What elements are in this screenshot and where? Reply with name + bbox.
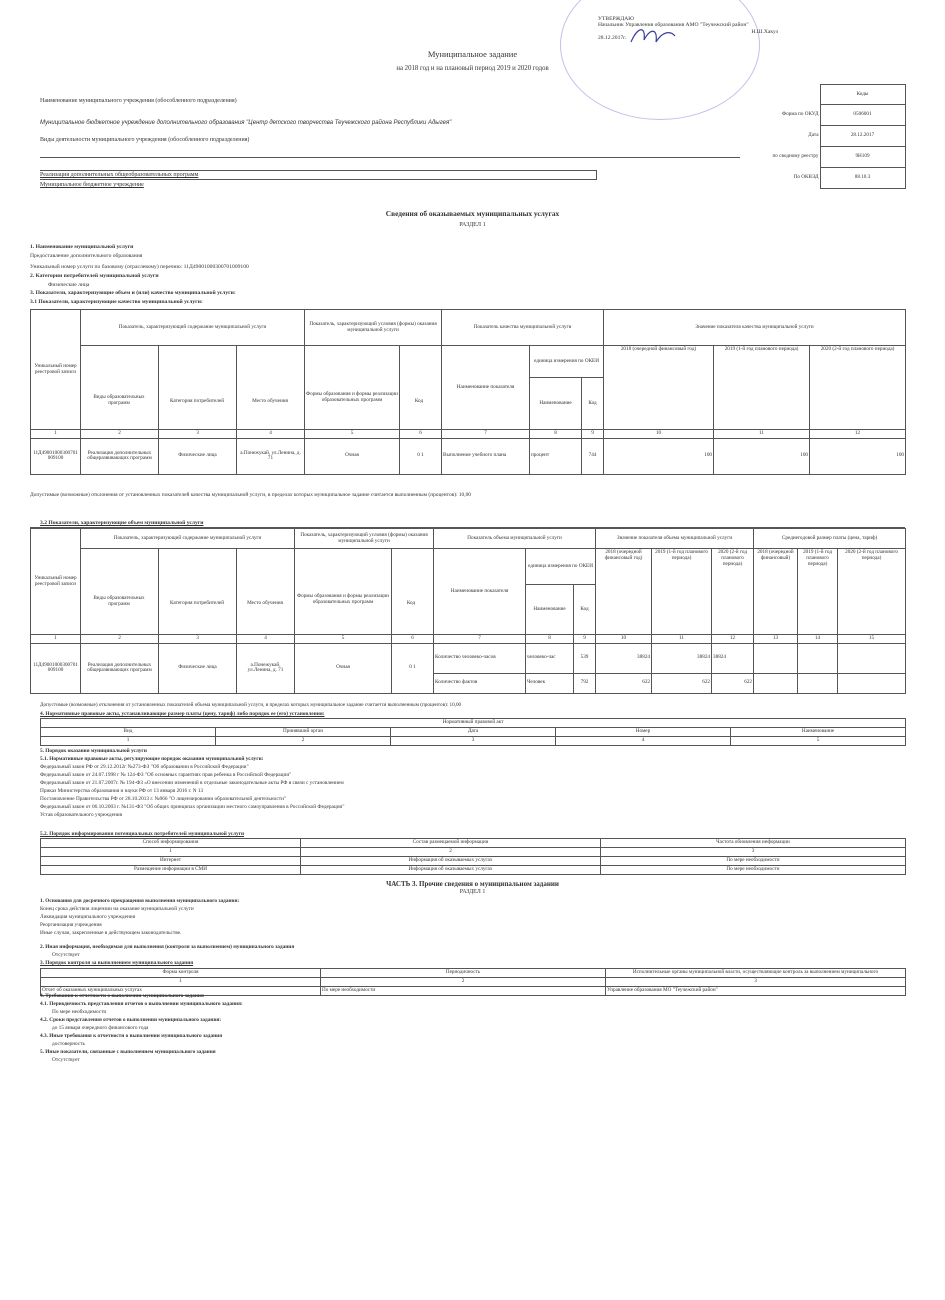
col-number: 10: [604, 430, 714, 439]
cell-place: а.Понежукай, ул.Ленина, д. 71: [237, 438, 305, 474]
part-title: Сведения об оказываемых муниципальных услугах: [385, 209, 560, 218]
th-year-2020: 2020 (2-й год планового периода): [810, 346, 906, 430]
reporting-period-value: По мере необходимости: [52, 1008, 107, 1015]
termination-reason: Реорганизация учреждения: [40, 921, 102, 928]
cell-form: Очная: [295, 643, 392, 693]
th-category: Категория потребителей: [170, 600, 224, 606]
col-number: 5: [295, 635, 392, 644]
inform-frequency: По мере необходимости: [601, 856, 906, 865]
volume-table: [30, 528, 906, 635]
control-col: Периодичность: [321, 969, 606, 978]
cell-unit-code: 539: [574, 643, 596, 673]
legal-acts-caption: 4. Нормативные правовые акты, устанавливающие размер платы (цену, тариф) либо порядок ее (его) установления:: [40, 711, 325, 717]
institution-label: Наименование муниципального учреждения (обособленного подразделения): [40, 98, 237, 104]
document-title: Муниципальное задание: [427, 49, 518, 59]
th-unit: единица измерения по ОКЕИ: [526, 549, 596, 585]
code-value: 0506001: [820, 105, 905, 126]
th-programs: Виды образовательных программ: [93, 394, 145, 406]
inform-content: Информация об оказываемых услугах: [301, 856, 601, 865]
consumers-value: Физические лица: [48, 281, 90, 288]
institution-name: Муниципальное бюджетное учреждение дополнительного образования "Центр детского творчества Теучежского района Республики Адыгея": [40, 120, 452, 126]
cell-indicator: Количество человеко-часов: [434, 643, 526, 673]
col-number: 12: [712, 635, 754, 644]
legal-act: Приказ Министерства образования и науки РФ от 13 января 2016 г. N 13: [40, 787, 204, 794]
col-number: 11: [714, 430, 810, 439]
th-form: Формы образования и формы реализации образовательных программ: [306, 391, 398, 403]
other-indicators-caption: 5. Иные показатели, связанные с выполнением муниципального задания: [40, 1048, 216, 1055]
part3-title: ЧАСТЬ 3. Прочие сведения о муниципальном задании: [386, 880, 559, 888]
th-price-2020: 2020 (2-й год планового периода): [838, 549, 906, 635]
col-number: 2: [81, 635, 159, 644]
codes-head: Коды: [820, 85, 905, 105]
th-form-code: Код: [406, 600, 416, 606]
table-row: [31, 438, 906, 474]
th-place: Место обучения: [247, 600, 283, 606]
th-code: Код: [574, 585, 596, 635]
col-number: 12: [810, 430, 906, 439]
approval-name: Н.Ш.Хакуз: [751, 28, 778, 35]
order-caption: 5. Порядок оказания муниципальной услуги: [40, 748, 147, 754]
legal-col: Наименование: [731, 727, 906, 736]
th-unit: единица измерения по ОКЕИ: [530, 346, 604, 378]
cell-value: 622: [596, 673, 652, 693]
th-price: Среднегодовой размер платы (цена, тариф): [754, 529, 906, 549]
th-content: Показатель, характеризующий содержание муниципальной услуги: [81, 310, 305, 346]
approval-block: [598, 16, 778, 42]
th-form: Формы образования и формы реализации образовательных программ: [297, 593, 389, 605]
th-year-2019: 2019 (1-й год планового периода): [652, 549, 712, 635]
code-value: 88.10.3: [820, 168, 905, 189]
cell-unit: процент: [530, 438, 582, 474]
volume-table-body: [30, 634, 906, 694]
cell-code: 0 1: [400, 438, 442, 474]
part-section: РАЗДЕЛ 1: [459, 220, 486, 228]
col-number: 15: [838, 635, 906, 644]
approval-date: 28.12.2017г.: [598, 35, 627, 42]
legal-act: Федеральный закон РФ от 29.12.2012г №273-ФЗ "Об образовании в Российской Федерации": [40, 763, 249, 770]
col-number: 8: [530, 430, 582, 439]
table-row: [41, 865, 906, 874]
col-number: 7: [434, 635, 526, 644]
col-number: 5: [731, 736, 906, 745]
quality-table: [30, 309, 906, 430]
col-number: 6: [400, 430, 442, 439]
reporting-deadline-value: до 15 января очередного финансового года: [52, 1024, 149, 1031]
cell-value: 38824: [652, 643, 712, 673]
th-indicator-name: Наименование показателя: [442, 346, 530, 430]
legal-head: Нормативный правовой акт: [41, 719, 906, 728]
other-info-value: Отсутствует: [52, 951, 80, 958]
cell-unit: Человек: [526, 673, 574, 693]
cell-value: 38824: [596, 643, 652, 673]
code-label: Форма по ОКУД: [781, 111, 819, 118]
th-conditions: Показатель, характеризующий условия (формы) оказания муниципальной услуги: [305, 310, 442, 346]
col-number: 5: [305, 430, 400, 439]
cell-code: 0 1: [392, 643, 434, 693]
approval-position: Начальник Управления образования АМО "Теучежский район": [598, 22, 749, 29]
legal-act: Федеральный закон от 06.10.2003 г. №131-ФЗ "Об общих принципах организации местного самоуправления в Российской Федерации": [40, 803, 345, 810]
col-number: 1: [41, 977, 321, 986]
th-price-2019: 2019 (1-й год планового периода): [798, 549, 838, 635]
th-year-2020: 2020 (2-й год планового периода): [712, 549, 754, 635]
th-code: Код: [582, 378, 604, 430]
th-indicator-name: Наименование показателя: [434, 549, 526, 635]
inform-method: Интернет: [41, 856, 301, 865]
col-number: 13: [754, 635, 798, 644]
activity-value: Реализация дополнительных общеобразовательных программ: [40, 172, 199, 178]
inform-content: Информация об оказываемых услугах: [301, 865, 601, 874]
control-col: Форма контроля: [41, 969, 321, 978]
col-number: 4: [237, 430, 305, 439]
institution-type: Муниципальное бюджетное учреждение: [40, 182, 144, 188]
control-form: Отчет об оказанных муниципальных услугах: [41, 986, 321, 995]
th-unique-number: Уникальный номер реестровой записи: [31, 529, 81, 635]
col-number: 2: [216, 736, 391, 745]
inform-col: Частота обновления информации: [601, 839, 906, 848]
termination-reason: Конец срока действия лицензии на оказание муниципальной услуги: [40, 905, 194, 912]
other-indicators-value: Отсутствует: [52, 1056, 80, 1063]
control-body: Управление образования МО "Теучежский район": [606, 986, 906, 995]
cell-indicator: Выполнение учебного плана: [442, 438, 530, 474]
th-volume-values: Значение показателя объема муниципальной услуги: [596, 529, 754, 549]
termination-caption: 1. Основания для досрочного прекращения выполнения муниципального задания:: [40, 898, 240, 904]
cell-program: Реализация дополнительных общеразвивающих программ: [81, 643, 159, 693]
col-number: 1: [41, 736, 216, 745]
legal-act: Федеральный закон от 24.07.1998 г № 124-ФЗ "Об основных гарантиях прав ребенка в Российской Федерации": [40, 771, 292, 778]
cell-unit: человеко-час: [526, 643, 574, 673]
cell-place: а.Понежукай, ул.Ленина, д. 71: [237, 643, 295, 693]
document-subtitle: на 2018 год и на плановый период 2019 и 2020 годов: [396, 64, 549, 72]
control-col: Исполнительные органы муниципальной власти, осуществляющие контроль за выполнением муниципального: [606, 969, 906, 978]
quality-table-body: [30, 429, 906, 475]
inform-frequency: По мере необходимости: [601, 865, 906, 874]
cell-unique-number: 11Д49001000300701009100: [31, 643, 81, 693]
reporting-caption: 4. Требования к отчетности о выполнении муниципального задания: [40, 993, 204, 999]
legal-col: Принявший орган: [216, 727, 391, 736]
col-number: 2: [81, 430, 159, 439]
th-year-2018: 2018 (очередной финансовый год): [596, 549, 652, 635]
cell-category: Физические лица: [159, 438, 237, 474]
col-number: 3: [159, 430, 237, 439]
service-name: Предоставление дополнительного образования: [30, 252, 143, 259]
cell-value: 100: [714, 438, 810, 474]
th-quality: Показатель качества муниципальной услуги: [442, 310, 604, 346]
reporting-deadline-caption: 4.2. Сроки представления отчетов о выполнении муниципального задания:: [40, 1016, 222, 1023]
col-number: 6: [392, 635, 434, 644]
cell-unit-code: 744: [582, 438, 604, 474]
col-number: 9: [582, 430, 604, 439]
cell-program: Реализация дополнительных общеразвивающих программ: [81, 438, 159, 474]
table-row: [41, 856, 906, 865]
th-conditions: Показатель, характеризующий условия (формы) оказания муниципальной услуги: [295, 529, 434, 549]
quality-deviation-note: Допустимые (возможные) отклонения от установленных показателей качества муниципальной услуги, в пределах которых муниципальное задание считается выполненным (процентов): 10,00: [30, 492, 471, 498]
col-number: 7: [442, 430, 530, 439]
activity-label: Виды деятельности муниципального учреждения (обособленного подразделения): [40, 137, 250, 143]
cell-form: Очная: [305, 438, 400, 474]
order-acts-caption: 5.1. Нормативные правовые акты, регулирующие порядок оказания муниципальной услуги:: [40, 755, 264, 762]
legal-col: Дата: [391, 727, 556, 736]
inform-table: [40, 838, 906, 875]
col-number: 3: [606, 977, 906, 986]
inform-caption: 5.2. Порядок информирования потенциальных потребителей муниципальной услуги: [40, 831, 245, 837]
code-label: Дата: [808, 132, 819, 139]
legal-acts-table: [40, 718, 906, 746]
code-label: По ОКВЭД: [793, 174, 819, 181]
code-label: по сводному реестру: [772, 153, 819, 160]
codes-table: [740, 84, 906, 189]
col-number: 2: [321, 977, 606, 986]
legal-col: Номер: [556, 727, 731, 736]
cell-category: Физические лица: [159, 643, 237, 693]
reporting-period-caption: 4.1. Периодичность представления отчетов о выполнении муниципального задания:: [40, 1000, 243, 1007]
reporting-other-value: достоверность: [52, 1040, 85, 1047]
service-name-label: 1. Наименование муниципальной услуги: [30, 244, 134, 250]
volume-caption: 3.2 Показатели, характеризующие объем муниципальной услуги: [40, 520, 204, 526]
th-form-code: Код: [414, 398, 424, 404]
th-content: Показатель, характеризующий содержание муниципальной услуги: [81, 529, 295, 549]
legal-act: Федеральный закон от 21.07.2007г. № 194-ФЗ «О внесении изменений в отдельные законодательные акты РФ в связи с установлением: [40, 779, 344, 786]
cell-unique-number: 11Д49001000300701009100: [31, 438, 81, 474]
th-name: Наименование: [526, 585, 574, 635]
cell-value: 100: [810, 438, 906, 474]
col-number: 3: [391, 736, 556, 745]
reporting-other-caption: 4.3. Иные требования к отчетности о выполнении муниципального задания: [40, 1032, 223, 1039]
approval-title: УТВЕРЖДАЮ: [598, 16, 635, 22]
control-period: По мере необходимости: [321, 986, 606, 995]
inform-method: Размещение информации в СМИ: [41, 865, 301, 874]
cell-value: 622: [652, 673, 712, 693]
other-info-caption: 2. Иная информация, необходимая для выполнения (контроля за выполнением) муниципального задания: [40, 944, 295, 950]
indicators-label: 3. Показатели, характеризующие объем и (или) качество муниципальной услуги:: [30, 290, 236, 297]
th-volume: Показатель объема муниципальной услуги: [434, 529, 596, 549]
control-caption: 3. Порядок контроля за выполнением муниципального задания: [40, 959, 194, 966]
col-number: 8: [526, 635, 574, 644]
col-number: 1: [31, 430, 81, 439]
code-value: 28.12.2017: [820, 126, 905, 147]
th-quality-values: Значение показателя качества муниципальной услуги: [604, 310, 906, 346]
col-number: 2: [301, 847, 601, 856]
col-number: 11: [652, 635, 712, 644]
col-number: 4: [556, 736, 731, 745]
part3-section: РАЗДЕЛ 1: [459, 889, 486, 896]
col-number: 3: [159, 635, 237, 644]
control-table: [40, 968, 906, 996]
legal-col: Вид: [41, 727, 216, 736]
inform-col: Способ информирования: [41, 839, 301, 848]
th-category: Категория потребителей: [170, 398, 224, 404]
col-number: 1: [31, 635, 81, 644]
termination-reason: Иные случаи, закрепленные в действующем законодательстве.: [40, 929, 182, 936]
col-number: 3: [601, 847, 906, 856]
th-unique-number: Уникальный номер реестровой записи: [31, 310, 81, 430]
th-place: Место обучения: [252, 398, 288, 404]
volume-deviation-note: Допустимые (возможные) отклонения от установленных показателей объема муниципальной услуги, в пределах которых муниципальное задание считается выполненным (процентов): 10,00: [40, 702, 462, 708]
th-programs: Виды образовательных программ: [93, 595, 145, 607]
th-year-2019: 2019 (1-й год планового периода): [714, 346, 810, 430]
quality-indicators-label: 3.1 Показатели, характеризующие качество муниципальной услуги:: [30, 298, 203, 305]
th-name: Наименование: [530, 378, 582, 430]
termination-reason: Ликвидация муниципального учреждения: [40, 913, 136, 920]
cell-value: 622: [712, 673, 754, 693]
consumers-label: 2. Категории потребителей муниципальной услуги: [30, 272, 159, 279]
cell-value: 100: [604, 438, 714, 474]
cell-value: 38824: [712, 643, 754, 673]
col-number: 1: [41, 847, 301, 856]
th-year-2018: 2018 (очередной финансовый год): [604, 346, 714, 430]
table-row: [31, 643, 906, 673]
cell-indicator: Количество фактов: [434, 673, 526, 693]
cell-unit-code: 792: [574, 673, 596, 693]
col-number: 4: [237, 635, 295, 644]
code-value: 9Н109: [820, 147, 905, 168]
inform-col: Состав размещаемой информации: [301, 839, 601, 848]
th-price-2018: 2018 (очередной финансовый): [754, 549, 798, 635]
signature: [628, 22, 678, 48]
col-number: 9: [574, 635, 596, 644]
legal-act: Устав образовательного учреждения: [40, 811, 123, 818]
service-registry-number: Уникальный номер услуги по базовому (отраслевому) перечню: 11Д49001000300701009100: [30, 264, 249, 271]
legal-act: Постановление Правительства РФ от 28.10.2013 г. №966 "О лицензировании образовательной деятельности": [40, 795, 287, 802]
col-number: 10: [596, 635, 652, 644]
col-number: 14: [798, 635, 838, 644]
